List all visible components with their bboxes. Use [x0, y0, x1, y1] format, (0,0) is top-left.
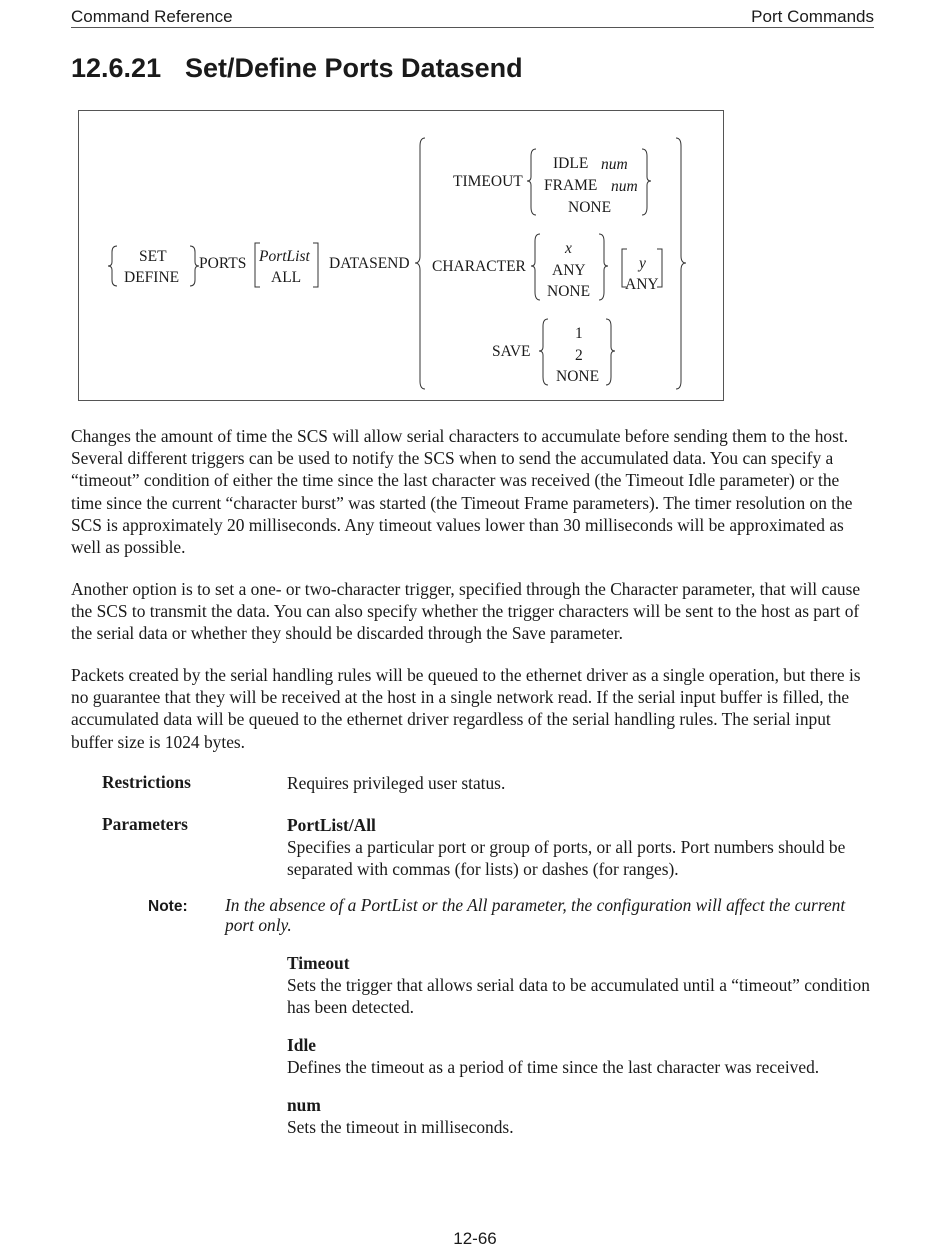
- section-title: [71, 53, 523, 84]
- param-idle-text: Defines the timeout as a period of time since the last character was received.: [287, 1057, 820, 1078]
- running-header-left: Command Reference: [71, 7, 233, 26]
- brace-save-right: [606, 319, 615, 385]
- param-num-term: num: [287, 1095, 321, 1115]
- note-label: Note:: [148, 898, 188, 915]
- param-num: [287, 1094, 875, 1138]
- restrictions-label: Restrictions: [102, 772, 191, 792]
- brace-set-define-right: [190, 246, 199, 286]
- syntax-frame-num: num: [611, 178, 638, 195]
- param-portlist-text: Specifies a particular port or group of ports, or all ports. Port numbers should be separated with commas (for lists) or dashes (for ranges).: [287, 837, 846, 880]
- syntax-portlist: PortList: [259, 248, 310, 265]
- brace-save-left: [539, 319, 548, 385]
- param-timeout: [287, 952, 875, 1019]
- syntax-all: ALL: [271, 269, 302, 286]
- syntax-character-none: NONE: [547, 283, 591, 300]
- brace-set-define-left: [108, 246, 117, 286]
- syntax-define: DEFINE: [124, 269, 180, 286]
- syntax-save: SAVE: [492, 343, 531, 360]
- description-paragraph-1: Changes the amount of time the SCS will allow serial characters to accumulate before sending them to the host. Several different triggers can be used to notify the SCS when to send the accumulated data. You can specify a “timeout” condition of either the time since the last character was received (the Timeout Idle parameter) or the time since the current “character burst” was started (the Timeout Frame parameters). The timer resolution on the SCS is approximately 20 milliseconds. Any timeout values lower than 30 milliseconds will be approximated as well as possible.: [71, 426, 853, 558]
- bracket-portlist-right: [313, 243, 318, 287]
- param-timeout-term: Timeout: [287, 953, 350, 973]
- param-portlist: [287, 814, 875, 881]
- brace-options-right: [676, 138, 686, 389]
- brace-timeout-right: [642, 149, 651, 215]
- running-header-right: Port Commands: [751, 7, 874, 26]
- syntax-character-any: ANY: [552, 262, 586, 279]
- syntax-save-none: NONE: [556, 368, 600, 385]
- syntax-diagram: [78, 110, 724, 401]
- syntax-idle-num: num: [601, 156, 628, 173]
- syntax-timeout: TIMEOUT: [453, 173, 523, 190]
- brace-timeout-left: [527, 149, 536, 215]
- syntax-y: y: [639, 255, 646, 272]
- syntax-save-2: 2: [575, 347, 583, 364]
- param-idle: [287, 1034, 875, 1078]
- syntax-x: x: [565, 240, 572, 257]
- note-text: In the absence of a PortList or the All parameter, the configuration will affect the current port only.: [225, 895, 846, 935]
- syntax-set: SET: [139, 248, 167, 265]
- param-portlist-term: PortList/All: [287, 815, 376, 835]
- syntax-ports: PORTS: [199, 255, 247, 272]
- section-number: 12.6.21: [71, 53, 162, 83]
- brace-character-right: [599, 234, 608, 300]
- page-number: 12-66: [453, 1229, 497, 1248]
- restrictions-text: Requires privileged user status.: [287, 773, 506, 793]
- section-title-text: Set/Define Ports Datasend: [185, 53, 523, 83]
- param-num-text: Sets the timeout in milliseconds.: [287, 1117, 514, 1138]
- syntax-character: CHARACTER: [432, 258, 526, 275]
- header-rule: [71, 27, 874, 28]
- brace-character-left: [531, 234, 540, 300]
- parameters-label: Parameters: [102, 814, 188, 834]
- syntax-timeout-none: NONE: [568, 199, 612, 216]
- param-timeout-text: Sets the trigger that allows serial data to be accumulated until a “timeout” condition has been detected.: [287, 975, 870, 1018]
- syntax-frame: FRAME: [544, 177, 598, 194]
- syntax-idle: IDLE: [553, 155, 589, 172]
- syntax-y-any: ANY: [625, 276, 659, 293]
- syntax-save-1: 1: [575, 325, 583, 342]
- description-paragraph-3: Packets created by the serial handling rules will be queued to the ethernet driver as a single operation, but there is no guarantee that they will be received at the host in a single network read. If the serial input buffer is filled, the accumulated data will be queued to the ethernet driver regardless of the serial handling rules. The serial input buffer size is 1024 bytes.: [71, 665, 861, 752]
- brace-options-left: [415, 138, 425, 389]
- param-idle-term: Idle: [287, 1035, 316, 1055]
- syntax-datasend: DATASEND: [329, 255, 410, 272]
- description-paragraph-2: Another option is to set a one- or two-character trigger, specified through the Character parameter, that will cause the SCS to transmit the data. You can also specify whether the trigger characters will be sent to the host as part of the serial data or whether they should be discarded through the Save parameter.: [71, 579, 861, 644]
